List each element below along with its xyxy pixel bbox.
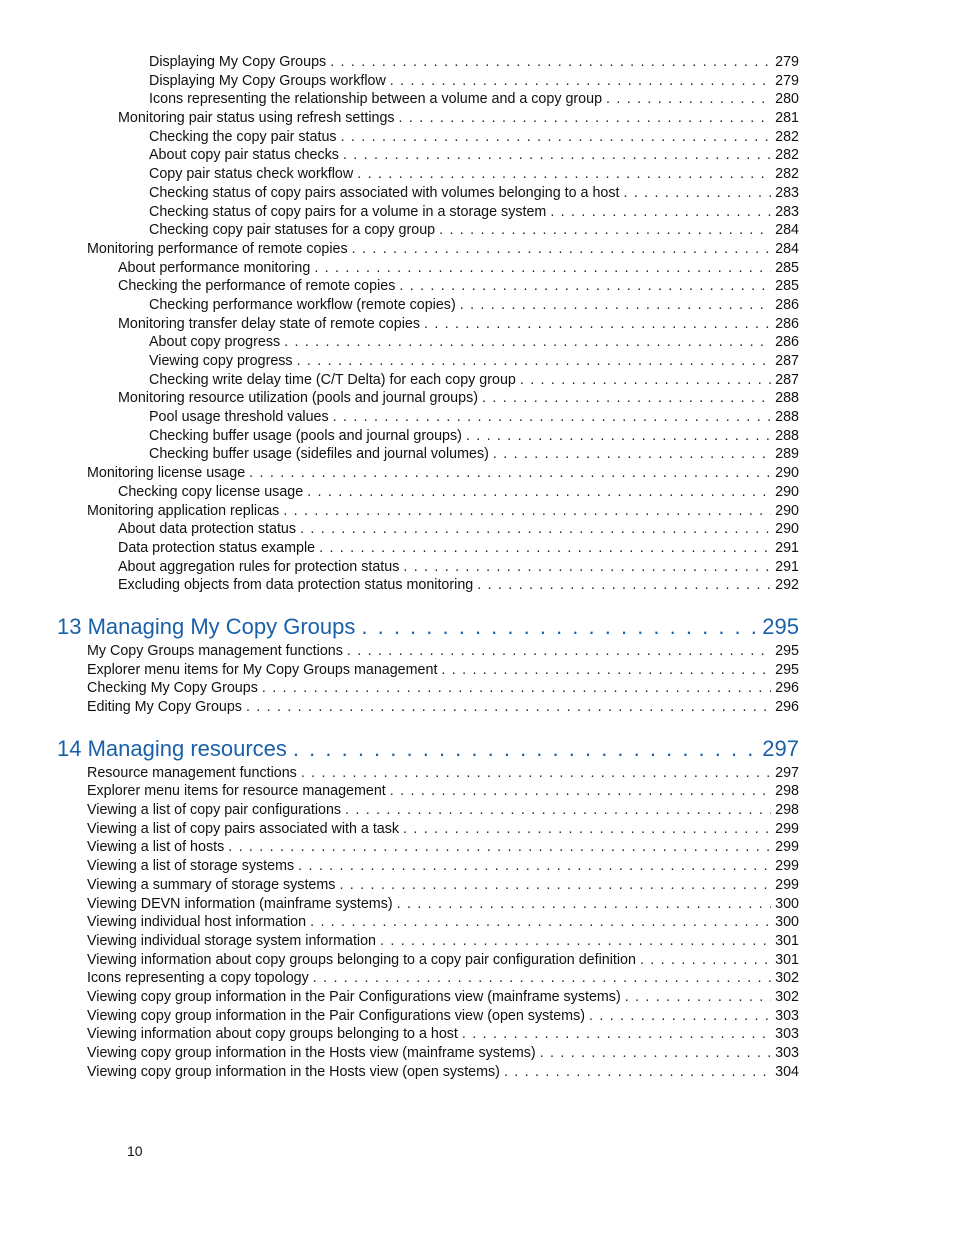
toc-entry[interactable] (87, 988, 799, 1007)
dot-leader (477, 576, 771, 595)
toc-entry-title: Checking My Copy Groups (87, 680, 258, 697)
dot-leader (361, 612, 756, 642)
toc-entry-title: Checking status of copy pairs associated with volumes belonging to a host (149, 184, 620, 201)
toc-entry-page-number: 304 (775, 1063, 799, 1080)
toc-entry-title: Viewing copy group information in the Hosts view (open systems) (87, 1063, 500, 1080)
toc-entry-title: Checking the performance of remote copies (118, 278, 396, 295)
toc-entry-title: Monitoring transfer delay state of remote copies (118, 315, 420, 332)
toc-entry-title: Viewing a list of copy pair configurations (87, 802, 342, 819)
toc-entry[interactable] (87, 1007, 799, 1026)
toc-entry-page-number: 289 (775, 446, 799, 463)
toc-entry-page-number: 299 (775, 839, 799, 856)
toc-entry[interactable] (149, 90, 799, 109)
toc-entry-title: Icons representing a copy topology (87, 970, 309, 987)
dot-leader (313, 969, 771, 988)
toc-entry-page-number: 298 (775, 802, 799, 819)
dot-leader (493, 445, 771, 464)
toc-entry-page-number: 288 (775, 390, 799, 407)
dot-leader (297, 352, 772, 371)
dot-leader (298, 857, 771, 876)
toc-entry[interactable] (87, 502, 799, 521)
toc-entry[interactable] (87, 679, 799, 698)
toc-entry-title: My Copy Groups management functions (87, 642, 343, 659)
dot-leader (300, 520, 771, 539)
toc-entry-title: Excluding objects from data protection status monitoring (118, 577, 474, 594)
dot-leader (345, 801, 771, 820)
toc-entry-title: Checking buffer usage (sidefiles and journal volumes) (149, 446, 489, 463)
toc-entry-title: Checking copy license usage (118, 483, 304, 500)
toc-entry[interactable] (87, 240, 799, 259)
toc-entry[interactable] (118, 576, 799, 595)
toc-entry-page-number: 282 (775, 147, 799, 164)
toc-entry-title: Viewing copy group information in the Pair Configurations view (open systems) (87, 1007, 585, 1024)
toc-entry-title: Viewing information about copy groups belonging to a copy pair configuration definition (87, 951, 636, 968)
toc-entry-title: Viewing individual host information (87, 914, 307, 931)
dot-leader (439, 221, 771, 240)
toc-entry-page-number: 283 (775, 184, 799, 201)
toc-entry-title: About data protection status (118, 521, 297, 538)
dot-leader (347, 642, 771, 661)
toc-entry-page-number: 281 (775, 110, 799, 127)
toc-entry-page-number: 286 (775, 296, 799, 313)
dot-leader (319, 539, 771, 558)
dot-leader (339, 876, 771, 895)
toc-entry-page-number: 301 (775, 951, 799, 968)
dot-leader (403, 820, 771, 839)
dot-leader (399, 109, 772, 128)
toc-entry-page-number: 300 (775, 914, 799, 931)
toc-entry-title: Checking write delay time (C/T Delta) for each copy group (149, 371, 516, 388)
toc-entry-title: Resource management functions (87, 764, 297, 781)
toc-entry-page-number: 285 (775, 259, 799, 276)
toc-entry[interactable] (87, 661, 799, 680)
page-number: 10 (127, 1143, 143, 1159)
toc-entry-title: Icons representing the relationship between a volume and a copy group (149, 91, 603, 108)
toc-entry-title: Checking performance workflow (remote copies) (149, 296, 456, 313)
toc-entry[interactable] (149, 427, 799, 446)
chapter-title: 13 Managing My Copy Groups (57, 613, 356, 639)
dot-leader (550, 203, 771, 222)
dot-leader (380, 932, 771, 951)
toc-entry[interactable] (149, 371, 799, 390)
toc-entry[interactable] (87, 782, 799, 801)
dot-leader (307, 483, 771, 502)
toc-entry[interactable] (149, 333, 799, 352)
toc-entry-title: Viewing a summary of storage systems (87, 876, 336, 893)
toc-entry-page-number: 292 (775, 577, 799, 594)
toc-entry-page-number: 295 (775, 642, 799, 659)
dot-leader (310, 913, 771, 932)
toc-entry-title: Checking the copy pair status (149, 128, 337, 145)
toc-entry-page-number: 288 (775, 409, 799, 426)
toc-entry-page-number: 284 (775, 222, 799, 239)
toc-section-continued (0, 53, 954, 595)
toc-entry-title: Explorer menu items for My Copy Groups management (87, 661, 438, 678)
toc-entry-title: Pool usage threshold values (149, 409, 329, 426)
toc-entry[interactable] (87, 698, 799, 717)
dot-leader (341, 128, 772, 147)
toc-entry-title: About performance monitoring (118, 259, 311, 276)
toc-entry-page-number: 287 (775, 353, 799, 369)
dot-leader (333, 408, 772, 427)
toc-entry[interactable] (87, 895, 799, 914)
toc-entry-page-number: 279 (775, 72, 799, 89)
toc-entry-title: Editing My Copy Groups (87, 699, 242, 715)
toc-entry[interactable] (87, 876, 799, 895)
dot-leader (482, 389, 771, 408)
toc-entry-title: Displaying My Copy Groups workflow (149, 72, 386, 89)
dot-leader (293, 734, 756, 764)
toc-entry-page-number: 296 (775, 699, 799, 715)
toc-entry[interactable] (87, 1063, 799, 1082)
toc-entry[interactable] (118, 259, 799, 278)
dot-leader (246, 698, 771, 717)
toc-entry-page-number: 296 (775, 680, 799, 697)
dot-leader (403, 558, 771, 577)
toc-entry-page-number: 284 (775, 240, 799, 257)
chapter-page-number: 295 (762, 613, 799, 639)
toc-entry-page-number: 302 (775, 970, 799, 987)
toc-entry-page-number: 303 (775, 1045, 799, 1061)
chapter-heading-13[interactable] (57, 612, 799, 642)
chapter-heading-14[interactable] (57, 734, 799, 764)
toc-entry[interactable] (118, 520, 799, 539)
toc-entry-title: Monitoring resource utilization (pools and journal groups) (118, 390, 478, 407)
chapter-title: 14 Managing resources (57, 735, 287, 761)
toc-entry-page-number: 299 (775, 876, 799, 893)
toc-entry-title: Viewing DEVN information (mainframe systems) (87, 895, 393, 912)
toc-entry-title: Monitoring pair status using refresh settings (118, 110, 395, 127)
toc-entry-page-number: 299 (775, 820, 799, 837)
toc-entry-title: Viewing information about copy groups belonging to a host (87, 1026, 458, 1043)
chapter-14-entries (0, 764, 954, 1082)
table-of-contents (0, 53, 954, 1081)
toc-entry-page-number: 282 (775, 166, 799, 183)
toc-entry-page-number: 282 (775, 128, 799, 145)
toc-entry-page-number: 300 (775, 895, 799, 912)
dot-leader (540, 1044, 771, 1063)
toc-entry[interactable] (87, 932, 799, 951)
toc-entry-title: Checking copy pair statuses for a copy group (149, 222, 436, 239)
dot-leader (330, 53, 771, 72)
toc-entry[interactable] (118, 483, 799, 502)
toc-entry[interactable] (149, 53, 799, 72)
dot-leader (352, 240, 771, 259)
toc-entry-page-number: 280 (775, 91, 799, 108)
toc-entry-page-number: 303 (775, 1026, 799, 1043)
toc-entry[interactable] (149, 203, 799, 222)
toc-entry-page-number: 302 (775, 988, 799, 1005)
toc-entry-title: About copy pair status checks (149, 147, 339, 164)
toc-entry-page-number: 285 (775, 278, 799, 295)
toc-entry-title: Viewing individual storage system information (87, 932, 376, 949)
toc-entry[interactable] (87, 913, 799, 932)
dot-leader (460, 296, 771, 315)
dot-leader (466, 427, 771, 446)
toc-entry-title: Monitoring license usage (87, 465, 246, 482)
toc-entry-title: Viewing a list of storage systems (87, 858, 295, 875)
dot-leader (262, 679, 771, 698)
toc-entry[interactable] (87, 1025, 799, 1044)
toc-entry-page-number: 290 (775, 521, 799, 538)
toc-entry-title: Monitoring performance of remote copies (87, 240, 348, 257)
toc-entry[interactable] (149, 408, 799, 427)
toc-entry-title: Copy pair status check workflow (149, 166, 354, 183)
dot-leader (625, 988, 771, 1007)
toc-entry[interactable] (87, 1044, 799, 1063)
dot-leader (390, 72, 771, 91)
toc-entry-page-number: 291 (775, 539, 799, 556)
dot-leader (249, 464, 771, 483)
toc-entry-title: About aggregation rules for protection status (118, 558, 400, 575)
toc-entry[interactable] (149, 72, 799, 91)
toc-entry[interactable] (87, 820, 799, 839)
toc-entry[interactable] (87, 969, 799, 988)
toc-entry[interactable] (149, 128, 799, 147)
dot-leader (283, 502, 771, 521)
toc-entry[interactable] (87, 801, 799, 820)
toc-entry-title: Data protection status example (118, 539, 316, 556)
toc-entry[interactable] (118, 389, 799, 408)
toc-entry[interactable] (118, 109, 799, 128)
toc-entry-title: Viewing a list of copy pairs associated with a task (87, 820, 400, 837)
toc-entry[interactable] (87, 464, 799, 483)
toc-entry[interactable] (87, 951, 799, 970)
dot-leader (504, 1063, 771, 1082)
dot-leader (606, 90, 771, 109)
toc-entry-title: Viewing a list of hosts (87, 839, 225, 856)
toc-entry-page-number: 283 (775, 203, 799, 220)
dot-leader (228, 838, 771, 857)
toc-entry-page-number: 301 (775, 932, 799, 949)
toc-entry-page-number: 295 (775, 661, 799, 678)
toc-entry[interactable] (149, 445, 799, 464)
dot-leader (441, 661, 771, 680)
toc-entry-page-number: 287 (775, 371, 799, 388)
dot-leader (284, 333, 771, 352)
toc-entry-page-number: 286 (775, 315, 799, 332)
dot-leader (301, 764, 771, 783)
dot-leader (424, 315, 771, 334)
toc-entry-title: Viewing copy group information in the Pair Configurations view (mainframe systems) (87, 988, 621, 1005)
toc-entry[interactable] (118, 315, 799, 334)
toc-entry-page-number: 297 (775, 764, 799, 781)
toc-entry[interactable] (149, 221, 799, 240)
dot-leader (390, 782, 771, 801)
toc-entry[interactable] (87, 764, 799, 783)
toc-entry[interactable] (87, 857, 799, 876)
dot-leader (399, 277, 771, 296)
dot-leader (343, 146, 771, 165)
toc-entry[interactable] (87, 642, 799, 661)
toc-entry[interactable] (118, 277, 799, 296)
toc-entry-page-number: 291 (775, 558, 799, 575)
chapter-13-entries (0, 642, 954, 717)
toc-entry-title: About copy progress (149, 334, 281, 351)
toc-entry[interactable] (149, 165, 799, 184)
dot-leader (623, 184, 771, 203)
dot-leader (640, 951, 771, 970)
dot-leader (462, 1025, 771, 1044)
toc-entry[interactable] (149, 352, 799, 371)
dot-leader (589, 1007, 771, 1026)
dot-leader (357, 165, 771, 184)
toc-entry-title: Explorer menu items for resource management (87, 783, 386, 800)
toc-entry[interactable] (149, 296, 799, 315)
toc-entry-page-number: 290 (775, 502, 799, 519)
toc-entry[interactable] (149, 146, 799, 165)
toc-entry-title: Viewing copy group information in the Hosts view (mainframe systems) (87, 1045, 536, 1061)
toc-entry[interactable] (118, 539, 799, 558)
toc-entry-page-number: 303 (775, 1007, 799, 1024)
toc-entry-page-number: 290 (775, 483, 799, 500)
toc-entry[interactable] (87, 838, 799, 857)
toc-entry-page-number: 279 (775, 54, 799, 70)
toc-entry-title: Monitoring application replicas (87, 502, 280, 519)
dot-leader (520, 371, 771, 390)
chapter-page-number: 297 (762, 735, 799, 761)
toc-entry-page-number: 299 (775, 858, 799, 875)
toc-entry-title: Checking status of copy pairs for a volume in a storage system (149, 203, 547, 220)
toc-entry-title: Checking buffer usage (pools and journal groups) (149, 427, 462, 444)
toc-entry-title: Viewing copy progress (149, 353, 293, 369)
toc-entry-page-number: 288 (775, 427, 799, 444)
toc-entry-page-number: 298 (775, 783, 799, 800)
toc-entry-page-number: 286 (775, 334, 799, 351)
toc-entry[interactable] (118, 558, 799, 577)
toc-entry-title: Displaying My Copy Groups (149, 54, 327, 70)
dot-leader (397, 895, 772, 914)
dot-leader (314, 259, 771, 278)
toc-entry[interactable] (149, 184, 799, 203)
toc-entry-page-number: 290 (775, 465, 799, 482)
